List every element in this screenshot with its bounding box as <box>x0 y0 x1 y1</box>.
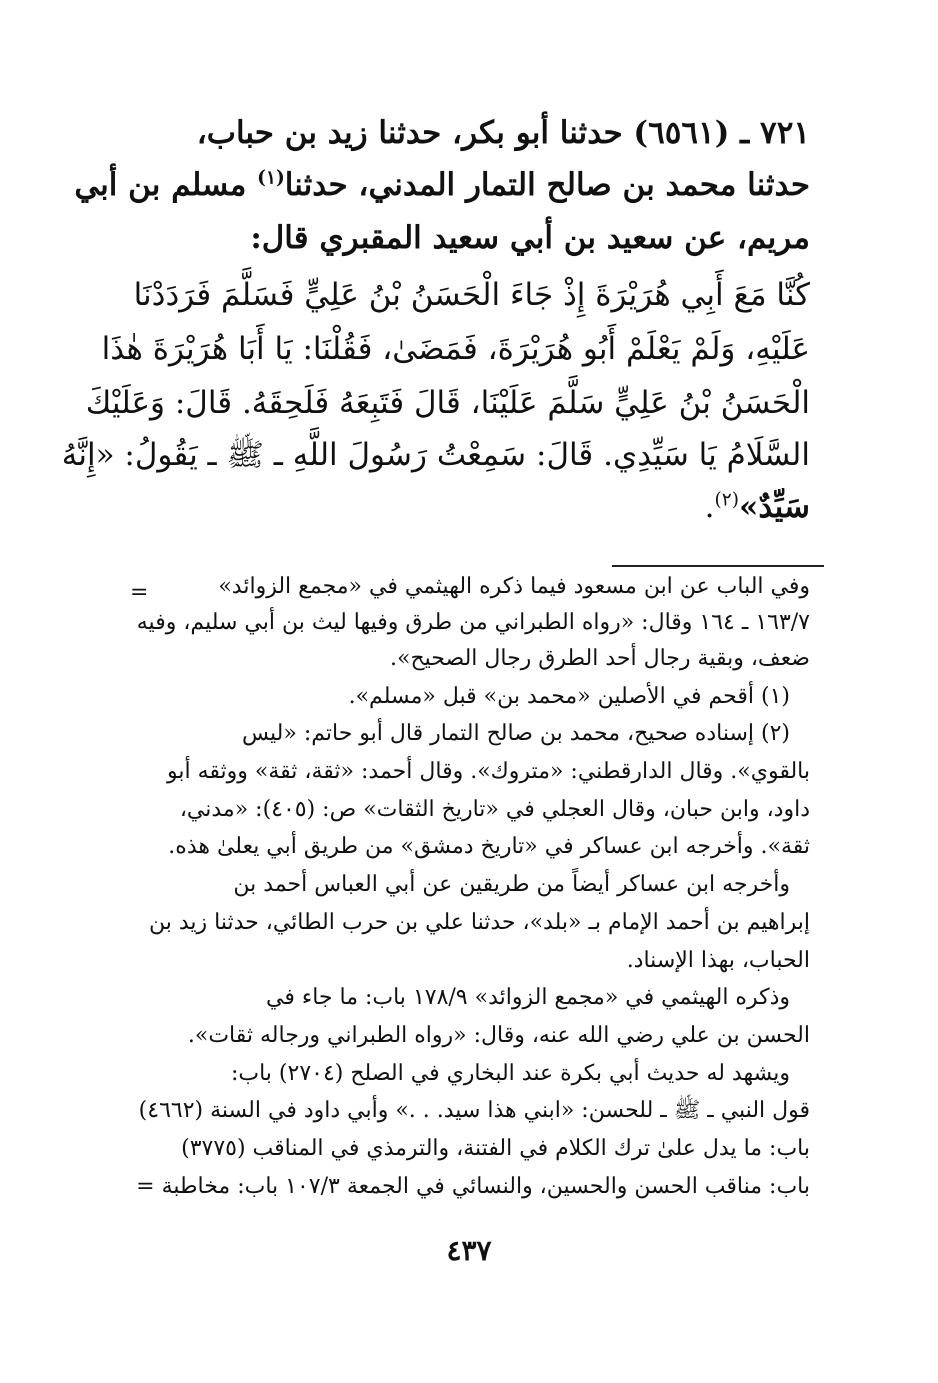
hadith-matn-line-3: الْحَسَنُ بْنُ عَلِيٍّ سَلَّمَ عَلَيْنَا، قَالَ فَتَبِعَهُ فَلَحِقَهُ. قَالَ: وَعَلَيْكَ <box>85 385 810 421</box>
hadith-isnad-line-3: مريم، عن سعيد بن أبي سعيد المقبري قال: <box>250 220 810 256</box>
footnote-2-line-8: وذكره الهيثمي في «مجمع الزوائد» ١٧٨/٩ باب: ما جاء في <box>266 985 790 1010</box>
footnote-2-line-4: ثقة». وأخرجه ابن عساكر في «تاريخ دمشق» من طريق أبي يعلىٰ هذه. <box>168 834 810 859</box>
footnote-2-line-5: وأخرجه ابن عساكر أيضاً من طريقين عن أبي العباس أحمد بن <box>233 872 790 897</box>
hadith-isnad-line-2 <box>74 167 810 203</box>
footnote-2-line-3: داود، وابن حبان، وقال العجلي في «تاريخ الثقات» ص: (٤٠٥): «مدني، <box>179 797 810 822</box>
footnote-2-line-10: ويشهد له حديث أبي بكرة عند البخاري في الصلح (٢٧٠٤) باب: <box>230 1061 790 1086</box>
hadith-matn-line-1: كُنَّا مَعَ أَبِي هُرَيْرَةَ إِذْ جَاءَ الْحَسَنُ بْنُ عَلِيٍّ فَسَلَّمَ فَرَدَدْنَا <box>133 277 810 313</box>
page-number: ٤٣٧ <box>446 1234 492 1267</box>
footnote-2-line-7: الحباب، بهذا الإسناد. <box>626 948 810 973</box>
hadith-isnad-line-2-end: مسلم بن أبي <box>74 167 258 203</box>
hadith-isnad-line-1: ٧٢١ ـ (٦٥٦١) حدثنا أبو بكر، حدثنا زيد بن حباب، <box>196 115 810 151</box>
footnote-ref-1: (١) <box>257 167 285 189</box>
footnote-continuation-mark: = <box>130 580 149 605</box>
footnote-line-1: وفي الباب عن ابن مسعود فيما ذكره الهيثمي في «مجمع الزوائد» <box>218 574 810 599</box>
footnote-2-line-9: الحسن بن علي رضي الله عنه، وقال: «رواه الطبراني ورجاله ثقات». <box>187 1023 810 1048</box>
footnote-2-line-11: قول النبي ـ ﷺ ـ للحسن: «ابني هذا سيد. . .» وأبي داود في السنة (٤٦٦٢) <box>138 1098 810 1123</box>
footnote-2-line-13: باب: مناقب الحسن والحسين، والنسائي في الجمعة ١٠٧/٣ باب: مخاطبة = <box>136 1174 810 1199</box>
hadith-matn-line-4: السَّلَامُ يَا سَيِّدِي. قَالَ: سَمِعْتُ رَسُولَ اللَّهِ ـ ﷺ ـ يَقُولُ: «إِنَّهُ <box>61 437 810 473</box>
footnote-ref-2: (٢) <box>714 489 740 511</box>
hadith-matn-line-2: عَلَيْهِ، وَلَمْ يَعْلَمْ أَبُو هُرَيْرَةَ، فَمَضَىٰ، فَقُلْنَا: يَا أَبَا هُرَيْرَةَ هٰذَا <box>101 331 810 367</box>
footnote-2-line-6: إبراهيم بن أحمد الإمام بـ «بلد»، حدثنا علي بن حرب الطائي، حدثنا زيد بن <box>148 910 810 935</box>
footnote-line-3: ضعف، وبقية رجال أحد الطرق رجال الصحيح». <box>390 646 810 671</box>
footnote-line-2: ١٦٣/٧ ـ ١٦٤ وقال: «رواه الطبراني من طرق وفيها ليث بن أبي سليم، وفيه <box>136 610 810 635</box>
footnote-2-line-12: باب: ما يدل علىٰ ترك الكلام في الفتنة، والترمذي في المناقب (٣٧٧٥) <box>181 1136 810 1161</box>
hadith-matn-line-5 <box>128 489 810 525</box>
footnote-divider <box>612 565 824 567</box>
footnote-1: (١) أقحم في الأصلين «محمد بن» قبل «مسلم». <box>348 684 790 709</box>
hadith-isnad-line-2-text: حدثنا محمد بن صالح التمار المدني، حدثنا <box>284 167 810 203</box>
footnote-2-line-1: (٢) إسناده صحيح، محمد بن صالح التمار قال أبو حاتم: «ليس <box>241 721 790 746</box>
hadith-matn-last-word: سَيِّدٌ» <box>739 489 810 525</box>
hadith-matn-end: . <box>704 489 715 525</box>
footnote-2-line-2: بالقوي». وقال الدارقطني: «متروك». وقال أحمد: «ثقة، ثقة» ووثقه أبو <box>167 759 810 784</box>
